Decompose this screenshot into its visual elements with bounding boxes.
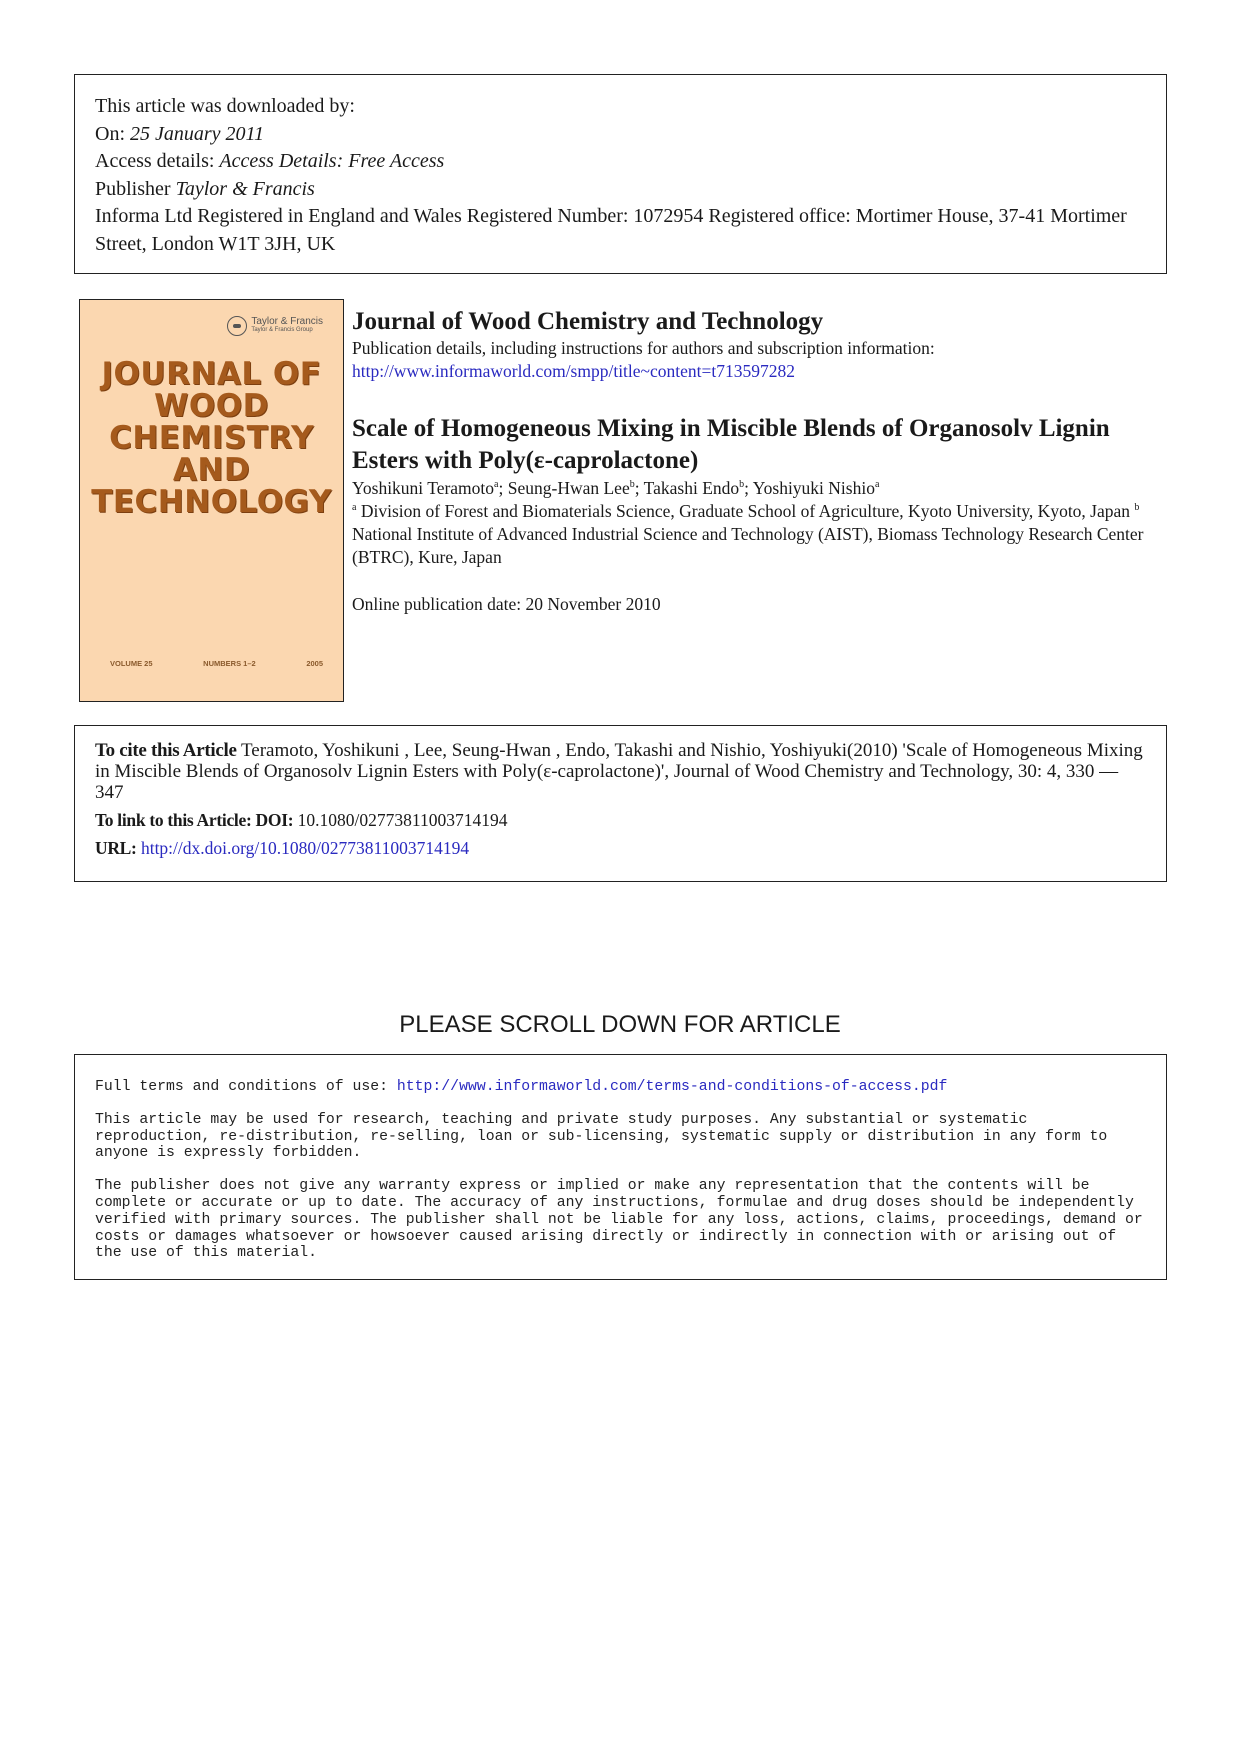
access-details-value: Access Details: Free Access bbox=[219, 150, 445, 172]
publisher-line bbox=[95, 176, 1146, 204]
author-name: Seung-Hwan Lee bbox=[507, 478, 630, 498]
cover-footer bbox=[110, 659, 323, 668]
author-separator: ; bbox=[634, 478, 644, 498]
cover-title bbox=[80, 358, 343, 518]
terms-line bbox=[95, 1079, 1146, 1096]
affiliation-b: National Institute of Advanced Industrial Science and Technology (AIST), Biomass Technology Research Center (BTRC), Kure, Japan bbox=[352, 524, 1144, 567]
cite-label: To cite this Article bbox=[95, 740, 237, 761]
doi-line bbox=[95, 809, 1146, 831]
publisher-logo-group: Taylor & Francis Group bbox=[251, 327, 313, 333]
author-affil-marker: b bbox=[629, 479, 635, 491]
download-info-box bbox=[74, 74, 1167, 274]
cover-numbers: NUMBERS 1–2 bbox=[203, 659, 256, 668]
affiliation-a: Division of Forest and Biomaterials Science, Graduate School of Agriculture, Kyoto University, Kyoto, Japan bbox=[356, 501, 1135, 521]
publisher-value: Taylor & Francis bbox=[175, 177, 315, 200]
scroll-down-banner: PLEASE SCROLL DOWN FOR ARTICLE bbox=[399, 1011, 841, 1038]
cover-title-line: AND bbox=[172, 452, 251, 488]
publisher-logo bbox=[227, 316, 323, 336]
author-list bbox=[352, 477, 1172, 500]
author-name: Yoshikuni Teramoto bbox=[352, 478, 495, 498]
cover-title-line: TECHNOLOGY bbox=[91, 484, 332, 520]
author-affil-marker: a bbox=[874, 479, 880, 491]
terms-box bbox=[74, 1054, 1167, 1280]
download-date-value: 25 January 2011 bbox=[130, 122, 265, 145]
publisher-label: Publisher bbox=[95, 177, 176, 200]
terms-paragraph-usage: This article may be used for research, teaching and private study purposes. Any substantial or systematic reproduction, re-distribution, re-selling, loan or sub-licensing, systematic supply or distribution in any form to anyone is expressly forbidden. bbox=[95, 1111, 1108, 1162]
journal-title: Journal of Wood Chemistry and Technology bbox=[352, 308, 824, 335]
affil-marker-b: b bbox=[1134, 502, 1140, 514]
registered-office-text: Informa Ltd Registered in England and Wales Registered Number: 1072954 Registered office: Mortimer House, 37-41 Mortimer Street, London W1T 3JH, UK bbox=[95, 205, 1127, 255]
cover-year: 2005 bbox=[306, 659, 323, 668]
author-separator: ; bbox=[744, 478, 753, 498]
affiliations bbox=[352, 500, 1172, 569]
download-date-line bbox=[95, 121, 1146, 149]
journal-cover-image bbox=[79, 299, 344, 702]
author-name: Yoshiyuki Nishio bbox=[752, 478, 875, 498]
doi-url-link[interactable]: http://dx.doi.org/10.1080/02773811003714194 bbox=[140, 838, 470, 858]
url-label: URL: bbox=[95, 838, 137, 858]
publication-details: Publication details, including instructions for authors and subscription information: bbox=[352, 338, 935, 358]
terms-url-link[interactable]: http://www.informaworld.com/terms-and-conditions-of-access.pdf bbox=[396, 1079, 948, 1095]
cover-title-line: JOURNAL OF bbox=[101, 356, 322, 392]
author-separator: ; bbox=[498, 478, 508, 498]
url-line bbox=[95, 837, 1146, 859]
article-title: Scale of Homogeneous Mixing in Miscible Blends of Organosolv Lignin Esters with Poly(ε-caprolactone) bbox=[352, 415, 1110, 474]
journal-url-link[interactable]: http://www.informaworld.com/smpp/title~content=t713597282 bbox=[352, 361, 796, 381]
doi-label: To link to this Article: DOI: bbox=[95, 810, 294, 830]
author-affil-marker: b bbox=[739, 479, 745, 491]
access-details-label: Access details: bbox=[95, 150, 220, 172]
citation-box bbox=[74, 725, 1167, 882]
cover-volume: VOLUME 25 bbox=[110, 659, 153, 668]
online-publication-date: Online publication date: 20 November 2010 bbox=[352, 594, 661, 614]
download-date-label: On: bbox=[95, 122, 130, 145]
citation-text bbox=[95, 740, 1146, 803]
affil-marker-a: a bbox=[352, 502, 357, 514]
terms-label: Full terms and conditions of use: bbox=[95, 1079, 397, 1095]
publisher-logo-name: Taylor & Francis bbox=[251, 316, 323, 327]
access-details-line bbox=[95, 148, 1146, 176]
author-affil-marker: a bbox=[494, 479, 499, 491]
cite-value: Teramoto, Yoshikuni , Lee, Seung-Hwan , Endo, Takashi and Nishio, Yoshiyuki(2010) 'Scale of Homogeneous Mixing in Miscible Blends of Organosolv Lignin Esters with Poly(ε-caprolactone)', Journal of Wood Chemistry and Technology, 30: 4, 330 — 347 bbox=[95, 740, 1143, 803]
publisher-logo-icon bbox=[227, 316, 247, 336]
doi-value: 10.1080/02773811003714194 bbox=[293, 810, 508, 830]
terms-paragraph-disclaimer: The publisher does not give any warranty express or implied or make any representation that the contents will be complete or accurate or up to date. The accuracy of any instructions, formulae and drug doses should be independently verified with primary sources. The publisher shall not be liable for any loss, actions, claims, proceedings, demand or costs or damages whatsoever or howsoever caused arising directly or indirectly in connection with or arising out of the use of this material. bbox=[95, 1178, 1143, 1262]
cover-title-line: WOOD bbox=[154, 388, 269, 424]
cover-title-line: CHEMISTRY bbox=[109, 420, 314, 456]
journal-info bbox=[352, 307, 1172, 616]
downloaded-by-line: This article was downloaded by: bbox=[95, 95, 355, 117]
author-name: Takashi Endo bbox=[643, 478, 740, 498]
